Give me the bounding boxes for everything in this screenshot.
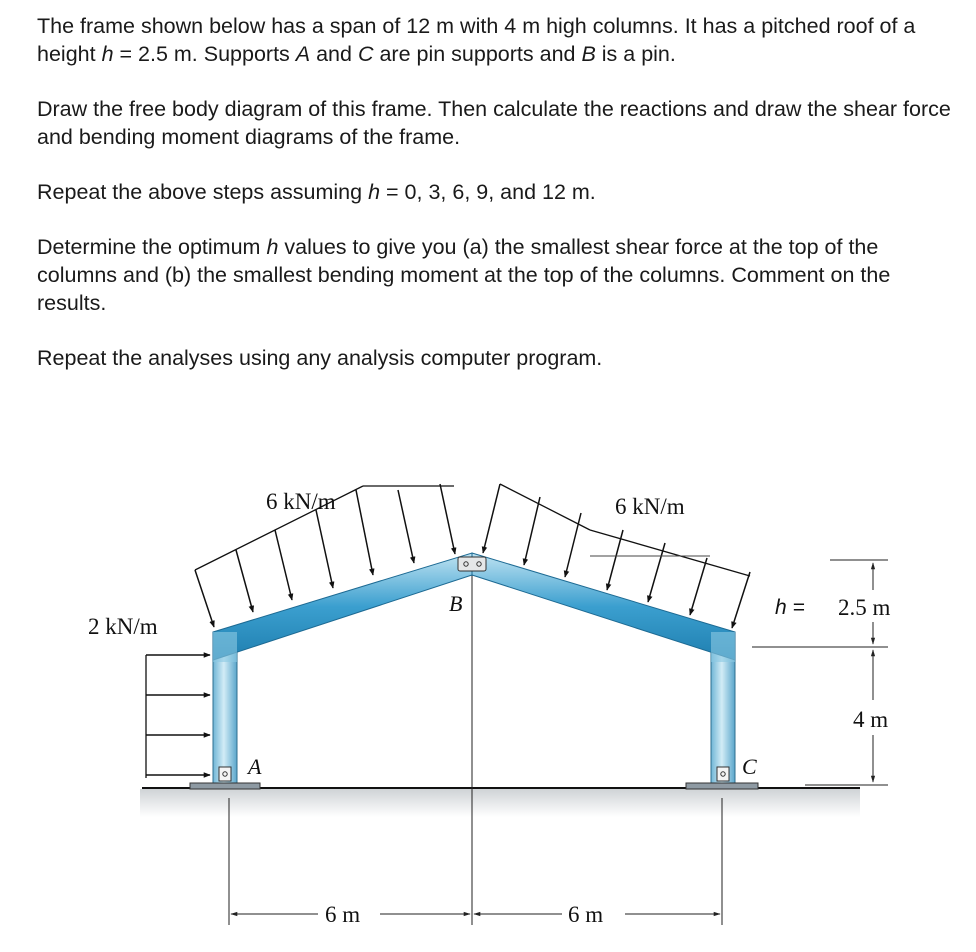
load-arrow (607, 530, 623, 590)
load-arrow (356, 490, 373, 575)
dim-h-symbol: h = (775, 596, 805, 619)
load-envelope-right-lower (590, 530, 750, 576)
dim-span-left-label: 6 m (325, 902, 361, 927)
pin-b-label: B (449, 591, 463, 616)
load-arrow (524, 497, 540, 565)
load-arrow (648, 543, 665, 602)
side-load (146, 655, 210, 778)
problem-paragraph-4: Determine the optimum h values to give you (a) the smallest shear force at the top of the columns and (b) the smallest bending moment at the top of the columns. Comment on the results. (37, 235, 891, 315)
problem-paragraph-1: The frame shown below has a span of 12 m with 4 m high columns. It has a pitched roof of a height h = 2.5 m. Supports A and C are pin supports and B is a pin. (37, 14, 916, 66)
load-arrow (440, 484, 455, 554)
rafter-right (472, 553, 735, 660)
problem-paragraph-5: Repeat the analyses using any analysis computer program. (37, 346, 603, 370)
pin-b-plate (458, 557, 486, 571)
ground-shade (140, 789, 860, 817)
problem-paragraph-3: Repeat the above steps assuming h = 0, 3, 6, 9, and 12 m. (37, 180, 596, 204)
load-arrow (195, 570, 214, 627)
load-arrow (732, 572, 750, 628)
dim-column-height-label: 4 m (853, 707, 889, 732)
knee-left (213, 632, 237, 662)
load-envelope-right (500, 484, 590, 530)
load-arrow (398, 490, 414, 563)
problem-paragraph-2: Draw the free body diagram of this frame. Then calculate the reactions and draw the shear force and bending moment diagrams of the frame. (37, 97, 951, 149)
load-arrow (483, 484, 500, 553)
load-arrow (316, 510, 333, 588)
load-right-label: 6 kN/m (615, 494, 685, 519)
support-c-base (686, 783, 758, 789)
load-arrow (275, 530, 292, 600)
support-a-label: A (248, 754, 262, 779)
support-c-pin (717, 767, 729, 781)
load-left-label: 6 kN/m (266, 489, 336, 514)
support-a-base (190, 783, 260, 789)
dim-h-value: 2.5 m (838, 595, 891, 620)
support-c-label: C (742, 754, 757, 779)
load-arrow (690, 558, 707, 615)
support-a-pin (219, 767, 231, 781)
knee-right (711, 632, 735, 662)
side-load-label: 2 kN/m (88, 614, 158, 639)
load-arrow (236, 550, 253, 612)
dim-span-right-label: 6 m (568, 902, 604, 927)
load-arrow (565, 513, 581, 577)
